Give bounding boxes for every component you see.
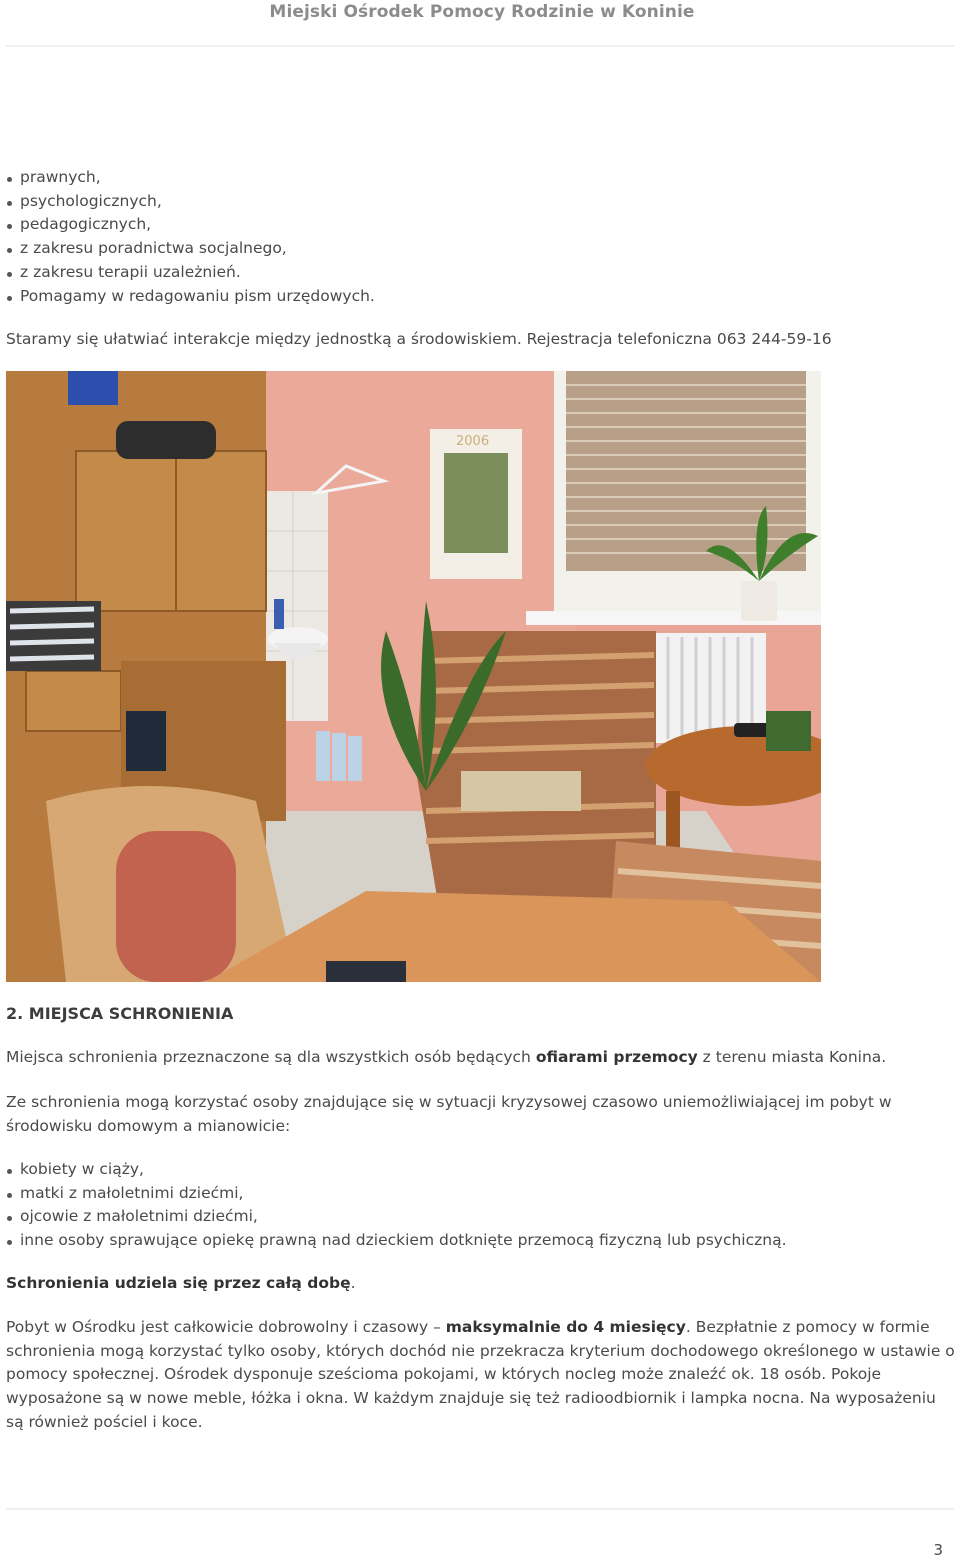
calendar-year: 2006	[456, 434, 490, 449]
intro-paragraph: Staramy się ułatwiać interakcje między jednostką a środowiskiem. Rejestracja telefoniczna 063 244-59-16	[6, 330, 832, 348]
list-item: prawnych,	[6, 166, 375, 190]
office-photo	[6, 371, 821, 982]
paragraph-stay: Pobyt w Ośrodku jest całkowicie dobrowolny i czasowy – maksymalnie do 4 miesięcy. Bezpłatnie z pomocy w formie schronienia mogą korzystać tylko osoby, których dochód nie przekracza kryterium dochodowego określonego w ustawie o pomocy społecznej. Ośrodek dysponuje sześcioma pokojami, w których nocleg może znaleźć ok. 18 osób. Pokoje wyposażone są w nowe meble, łóżka i okna. W każdym znajduje się też radioodbiornik i lampka nocna. Na wyposażeniu są również pościel i koce.	[6, 1318, 955, 1431]
section-heading: 2. MIEJSCA SCHRONIENIA	[6, 1004, 234, 1023]
paragraph-hours: Schronienia udziela się przez całą dobę.	[6, 1274, 356, 1292]
eligible-persons-list	[6, 1158, 787, 1253]
list-item: z zakresu poradnictwa socjalnego,	[6, 237, 375, 261]
list-item: Pomagamy w redagowaniu pism urzędowych.	[6, 285, 375, 309]
list-item: pedagogicznych,	[6, 213, 375, 237]
bold-text: ofiarami przemocy	[535, 1048, 698, 1066]
footer-divider	[6, 1508, 954, 1510]
page-number: 3	[933, 1541, 943, 1559]
bold-text: maksymalnie do 4 miesięcy	[445, 1318, 686, 1336]
page-header	[0, 0, 960, 46]
list-item: z zakresu terapii uzależnień.	[6, 261, 375, 285]
bold-text: Schronienia udziela się przez całą dobę	[6, 1274, 351, 1292]
list-item: psychologicznych,	[6, 190, 375, 214]
paragraph-eligibility: Ze schronienia mogą korzystać osoby znajdujące się w sytuacji kryzysowej czasowo uniemożliwiającej im pobyt w środowisku domowym a mianowicie:	[6, 1093, 892, 1135]
list-item: ojcowie z małoletnimi dziećmi,	[6, 1205, 787, 1229]
list-item: matki z małoletnimi dziećmi,	[6, 1182, 787, 1206]
list-item: inne osoby sprawujące opiekę prawną nad dzieckiem dotknięte przemocą fizyczną lub psychiczną.	[6, 1229, 787, 1253]
header-title: Miejski Ośrodek Pomocy Rodzinie w Koninie	[269, 2, 695, 22]
list-item: kobiety w ciąży,	[6, 1158, 787, 1182]
header-divider	[6, 45, 954, 47]
paragraph-victims: Miejsca schronienia przeznaczone są dla wszystkich osób będących ofiarami przemocy z terenu miasta Konina.	[6, 1048, 887, 1066]
services-list	[6, 166, 375, 308]
